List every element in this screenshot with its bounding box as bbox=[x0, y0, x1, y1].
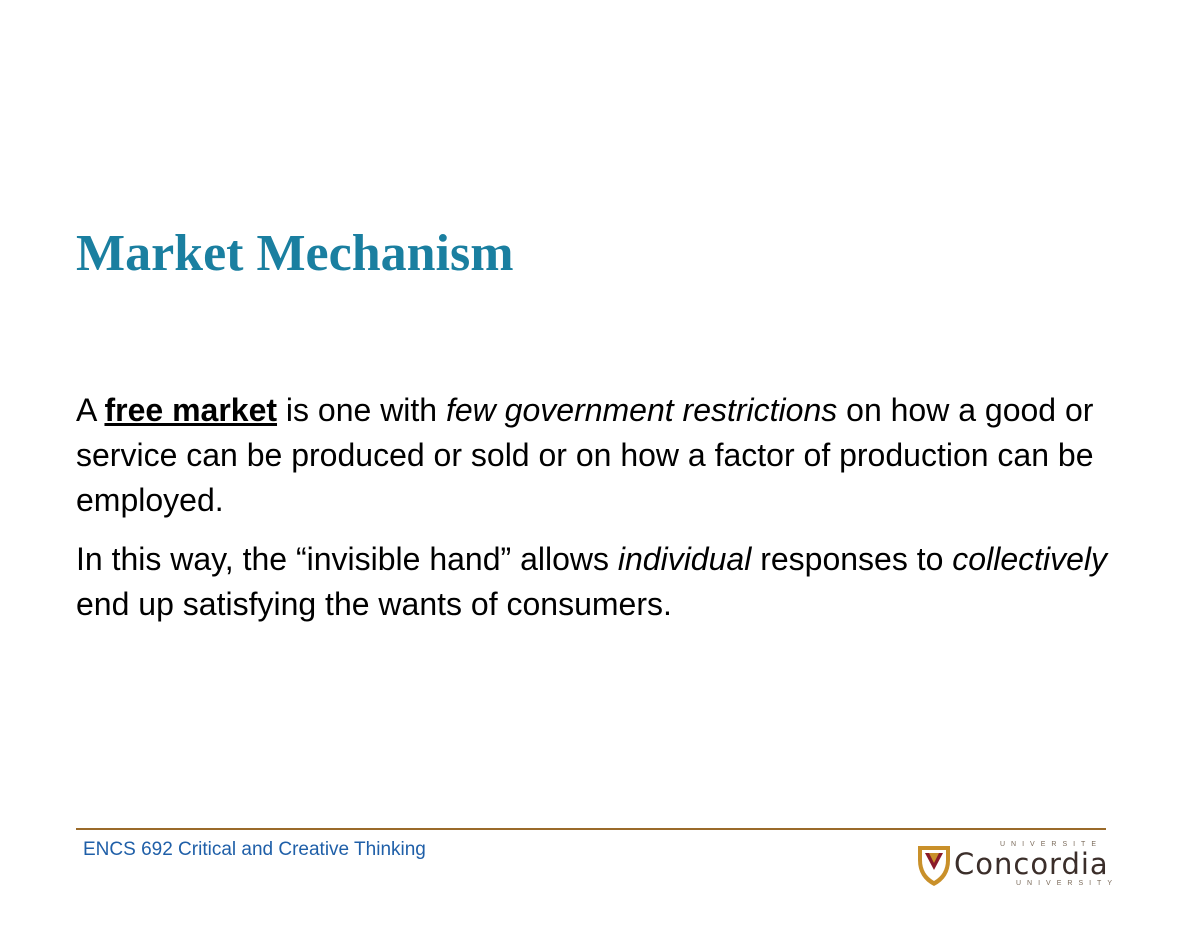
phrase-few-restrictions: few government restrictions bbox=[445, 392, 838, 428]
logo-universite-text: UNIVERSITE bbox=[1000, 841, 1103, 848]
para1-suffix: on how a good or service can be produced or sold or on how a factor of production can be employed. bbox=[76, 392, 1094, 518]
para1-prefix: A bbox=[76, 392, 105, 428]
slide-body bbox=[76, 388, 1116, 641]
word-individual: individual bbox=[617, 541, 752, 577]
word-collectively: collectively bbox=[952, 541, 1108, 577]
para1-middle: is one with bbox=[277, 392, 446, 428]
para2-prefix: In this way, the “invisible hand” allows bbox=[76, 541, 618, 577]
footer-course-name: ENCS 692 Critical and Creative Thinking bbox=[83, 839, 426, 860]
slide-title: Market Mechanism bbox=[76, 225, 514, 282]
term-free-market: free market bbox=[104, 392, 278, 428]
logo-university-text: UNIVERSITY bbox=[1016, 880, 1119, 887]
para2-suffix: end up satisfying the wants of consumers. bbox=[76, 586, 672, 622]
para2-middle: responses to bbox=[751, 541, 953, 577]
paragraph-free-market bbox=[76, 388, 1116, 523]
shield-icon bbox=[918, 846, 950, 886]
logo-wordmark: Concordia bbox=[954, 847, 1109, 881]
paragraph-invisible-hand bbox=[76, 537, 1116, 627]
footer-divider bbox=[76, 828, 1106, 830]
